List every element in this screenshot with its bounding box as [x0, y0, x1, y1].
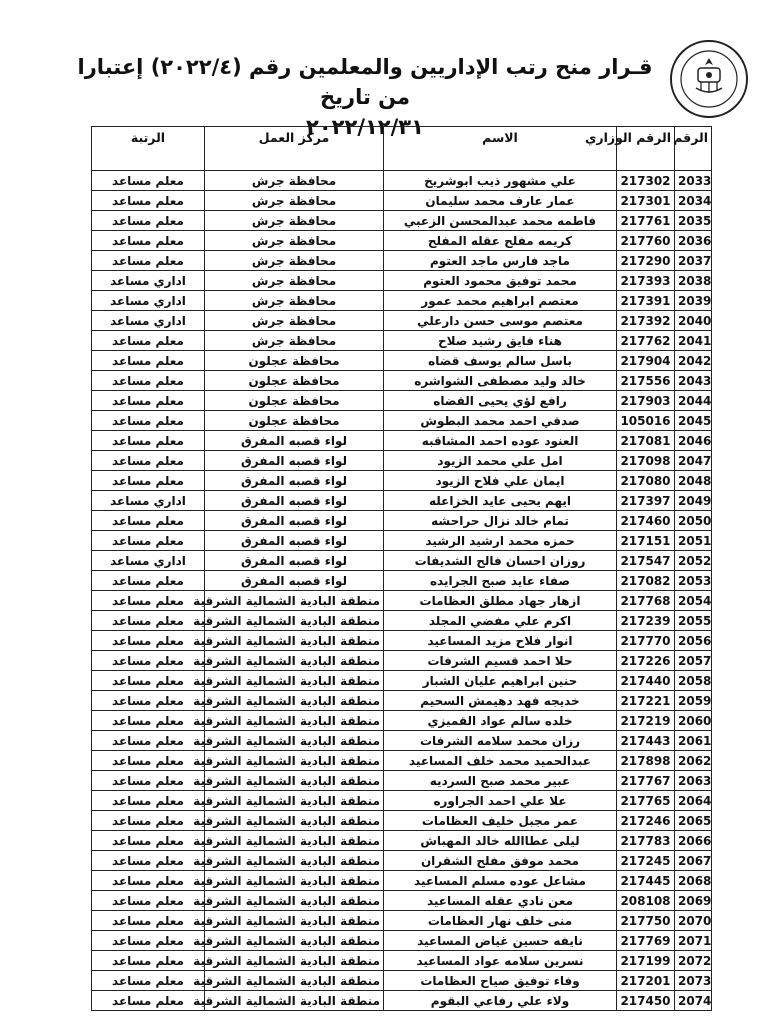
cell-work-center: محافظة جرش: [205, 331, 384, 351]
cell-ministry-no: 217246: [617, 811, 675, 831]
cell-name: انوار فلاح مزيد المساعيد: [384, 631, 617, 651]
table-row: [92, 571, 712, 591]
cell-rank: معلم مساعد: [92, 871, 205, 891]
cell-name: العنود عوده احمد المشاقبه: [384, 431, 617, 451]
cell-no: 2063: [675, 771, 712, 791]
cell-name: ليلى عطاالله خالد المهباش: [384, 831, 617, 851]
cell-work-center: لواء قصبه المفرق: [205, 531, 384, 551]
cell-name: حلا احمد قسيم الشرفات: [384, 651, 617, 671]
cell-name: محمد موفق مفلح الشقران: [384, 851, 617, 871]
cell-ministry-no: 217440: [617, 671, 675, 691]
cell-rank: معلم مساعد: [92, 751, 205, 771]
cell-work-center: منطقة البادية الشمالية الشرقية: [205, 871, 384, 891]
cell-ministry-no: 217082: [617, 571, 675, 591]
cell-no: 2041: [675, 331, 712, 351]
table-row: [92, 511, 712, 531]
cell-name: اكرم علي مفضي المجلد: [384, 611, 617, 631]
table-row: [92, 351, 712, 371]
table-row: [92, 691, 712, 711]
cell-ministry-no: 217201: [617, 971, 675, 991]
cell-rank: معلم مساعد: [92, 911, 205, 931]
cell-rank: معلم مساعد: [92, 631, 205, 651]
cell-name: فاطمه محمد عبدالمحسن الزعبي: [384, 211, 617, 231]
cell-work-center: منطقة البادية الشمالية الشرقية: [205, 591, 384, 611]
cell-rank: معلم مساعد: [92, 471, 205, 491]
cell-ministry-no: 217239: [617, 611, 675, 631]
cell-ministry-no: 217556: [617, 371, 675, 391]
table-row: [92, 191, 712, 211]
cell-ministry-no: 105016: [617, 411, 675, 431]
cell-ministry-no: 217221: [617, 691, 675, 711]
cell-work-center: لواء قصبه المفرق: [205, 551, 384, 571]
cell-no: 2067: [675, 851, 712, 871]
cell-ministry-no: 217450: [617, 991, 675, 1011]
cell-rank: معلم مساعد: [92, 611, 205, 631]
cell-no: 2068: [675, 871, 712, 891]
cell-no: 2050: [675, 511, 712, 531]
cell-ministry-no: 217445: [617, 871, 675, 891]
cell-ministry-no: 217302: [617, 171, 675, 191]
cell-ministry-no: 217081: [617, 431, 675, 451]
cell-no: 2071: [675, 931, 712, 951]
cell-rank: معلم مساعد: [92, 231, 205, 251]
cell-work-center: منطقة البادية الشمالية الشرقية: [205, 951, 384, 971]
cell-name: كريمه مفلح عقله المفلح: [384, 231, 617, 251]
cell-rank: معلم مساعد: [92, 571, 205, 591]
cell-name: مشاعل عوده مسلم المساعيد: [384, 871, 617, 891]
table-row: [92, 811, 712, 831]
cell-no: 2065: [675, 811, 712, 831]
cell-work-center: لواء قصبه المفرق: [205, 431, 384, 451]
cell-work-center: منطقة البادية الشمالية الشرقية: [205, 631, 384, 651]
cell-rank: معلم مساعد: [92, 391, 205, 411]
cell-work-center: لواء قصبه المفرق: [205, 571, 384, 591]
title-line-2-date: ٢٠٢٢/١٢/٣١: [306, 115, 424, 139]
cell-no: 2062: [675, 751, 712, 771]
cell-rank: معلم مساعد: [92, 991, 205, 1011]
header-name: الاسم: [384, 127, 617, 171]
cell-work-center: منطقة البادية الشمالية الشرقية: [205, 851, 384, 871]
cell-rank: معلم مساعد: [92, 651, 205, 671]
cell-work-center: منطقة البادية الشمالية الشرقية: [205, 751, 384, 771]
cell-name: خالد وليد مصطفى الشواشره: [384, 371, 617, 391]
cell-name: حنين ابراهيم عليان الشبار: [384, 671, 617, 691]
cell-name: صفاء عايد صبح الجرايده: [384, 571, 617, 591]
cell-no: 2036: [675, 231, 712, 251]
cell-no: 2037: [675, 251, 712, 271]
cell-name: امل علي محمد الزيود: [384, 451, 617, 471]
cell-work-center: لواء قصبه المفرق: [205, 451, 384, 471]
table-row: [92, 391, 712, 411]
cell-no: 2044: [675, 391, 712, 411]
header-no: الرقم: [675, 127, 712, 171]
cell-no: 2061: [675, 731, 712, 751]
cell-work-center: محافظة جرش: [205, 231, 384, 251]
cell-ministry-no: 217397: [617, 491, 675, 511]
table-row: [92, 991, 712, 1011]
cell-no: 2038: [675, 271, 712, 291]
table-row: [92, 771, 712, 791]
cell-rank: معلم مساعد: [92, 411, 205, 431]
cell-no: 2059: [675, 691, 712, 711]
table-row: [92, 211, 712, 231]
cell-ministry-no: 217750: [617, 911, 675, 931]
cell-rank: معلم مساعد: [92, 891, 205, 911]
table-row: [92, 851, 712, 871]
cell-rank: معلم مساعد: [92, 511, 205, 531]
cell-work-center: منطقة البادية الشمالية الشرقية: [205, 891, 384, 911]
cell-rank: اداري مساعد: [92, 491, 205, 511]
cell-work-center: محافظة عجلون: [205, 371, 384, 391]
table-header-row: [92, 127, 712, 171]
cell-work-center: منطقة البادية الشمالية الشرقية: [205, 991, 384, 1011]
table-row: [92, 291, 712, 311]
cell-no: 2043: [675, 371, 712, 391]
cell-work-center: لواء قصبه المفرق: [205, 511, 384, 531]
cell-work-center: محافظة جرش: [205, 311, 384, 331]
promotions-table: [91, 126, 712, 1011]
table-row: [92, 491, 712, 511]
cell-name: عمار عارف محمد سليمان: [384, 191, 617, 211]
cell-ministry-no: 217199: [617, 951, 675, 971]
cell-rank: اداري مساعد: [92, 311, 205, 331]
cell-name: علا علي احمد الجراوره: [384, 791, 617, 811]
cell-rank: معلم مساعد: [92, 771, 205, 791]
cell-ministry-no: 217547: [617, 551, 675, 571]
cell-ministry-no: 217245: [617, 851, 675, 871]
cell-rank: معلم مساعد: [92, 591, 205, 611]
cell-work-center: منطقة البادية الشمالية الشرقية: [205, 711, 384, 731]
cell-work-center: منطقة البادية الشمالية الشرقية: [205, 911, 384, 931]
cell-ministry-no: 217392: [617, 311, 675, 331]
cell-name: ماجد فارس ماجد العتوم: [384, 251, 617, 271]
cell-ministry-no: 217219: [617, 711, 675, 731]
cell-ministry-no: 217761: [617, 211, 675, 231]
cell-work-center: منطقة البادية الشمالية الشرقية: [205, 611, 384, 631]
table-row: [92, 651, 712, 671]
cell-no: 2073: [675, 971, 712, 991]
cell-work-center: منطقة البادية الشمالية الشرقية: [205, 691, 384, 711]
cell-work-center: منطقة البادية الشمالية الشرقية: [205, 831, 384, 851]
cell-ministry-no: 217393: [617, 271, 675, 291]
title-line-1: قـرار منح رتب الإداريين والمعلمين رقم (٢٠٢٢/٤) إعتبارا من تاريخ: [77, 55, 653, 109]
table-row: [92, 791, 712, 811]
table-row: [92, 371, 712, 391]
cell-no: 2057: [675, 651, 712, 671]
cell-rank: معلم مساعد: [92, 711, 205, 731]
table-row: [92, 631, 712, 651]
cell-name: معتصم ابراهيم محمد عمور: [384, 291, 617, 311]
cell-ministry-no: 217098: [617, 451, 675, 471]
cell-ministry-no: 217301: [617, 191, 675, 211]
cell-work-center: منطقة البادية الشمالية الشرقية: [205, 651, 384, 671]
cell-rank: معلم مساعد: [92, 331, 205, 351]
cell-work-center: محافظة عجلون: [205, 411, 384, 431]
table-row: [92, 611, 712, 631]
cell-ministry-no: 217903: [617, 391, 675, 411]
cell-rank: معلم مساعد: [92, 211, 205, 231]
table-body: [92, 171, 712, 1011]
cell-no: 2055: [675, 611, 712, 631]
cell-no: 2051: [675, 531, 712, 551]
cell-name: باسل سالم يوسف قضاه: [384, 351, 617, 371]
header-work-center: مركز العمل: [205, 127, 384, 171]
cell-name: تمام خالد نزال حراحشه: [384, 511, 617, 531]
cell-rank: معلم مساعد: [92, 971, 205, 991]
cell-rank: معلم مساعد: [92, 371, 205, 391]
cell-ministry-no: 217765: [617, 791, 675, 811]
cell-name: خلده سالم عواد القميزي: [384, 711, 617, 731]
cell-no: 2060: [675, 711, 712, 731]
table-row: [92, 451, 712, 471]
cell-rank: معلم مساعد: [92, 251, 205, 271]
cell-ministry-no: 217767: [617, 771, 675, 791]
cell-rank: معلم مساعد: [92, 691, 205, 711]
cell-no: 2053: [675, 571, 712, 591]
cell-ministry-no: 217391: [617, 291, 675, 311]
cell-work-center: محافظة جرش: [205, 191, 384, 211]
cell-ministry-no: 217290: [617, 251, 675, 271]
cell-rank: اداري مساعد: [92, 291, 205, 311]
cell-name: محمد توفيق محمود العتوم: [384, 271, 617, 291]
cell-rank: معلم مساعد: [92, 351, 205, 371]
cell-no: 2034: [675, 191, 712, 211]
cell-name: علي مشهور ذيب ابوشريخ: [384, 171, 617, 191]
cell-ministry-no: 217762: [617, 331, 675, 351]
table-row: [92, 751, 712, 771]
cell-no: 2066: [675, 831, 712, 851]
cell-no: 2035: [675, 211, 712, 231]
cell-name: وفاء توفيق صياح العظامات: [384, 971, 617, 991]
cell-rank: معلم مساعد: [92, 731, 205, 751]
cell-name: عبدالحميد محمد خلف المساعيد: [384, 751, 617, 771]
cell-no: 2056: [675, 631, 712, 651]
cell-no: 2039: [675, 291, 712, 311]
cell-name: رزان محمد سلامه الشرفات: [384, 731, 617, 751]
cell-work-center: منطقة البادية الشمالية الشرقية: [205, 971, 384, 991]
header-ministry-no: الرقم الوزاري: [617, 127, 675, 171]
cell-rank: معلم مساعد: [92, 951, 205, 971]
cell-no: 2064: [675, 791, 712, 811]
table-row: [92, 531, 712, 551]
cell-rank: معلم مساعد: [92, 931, 205, 951]
table-row: [92, 331, 712, 351]
cell-no: 2069: [675, 891, 712, 911]
cell-work-center: محافظة عجلون: [205, 391, 384, 411]
cell-no: 2049: [675, 491, 712, 511]
table-row: [92, 731, 712, 751]
cell-ministry-no: 217443: [617, 731, 675, 751]
cell-name: عبير محمد صبح السرديه: [384, 771, 617, 791]
cell-ministry-no: 217769: [617, 931, 675, 951]
cell-rank: اداري مساعد: [92, 551, 205, 571]
cell-rank: معلم مساعد: [92, 531, 205, 551]
cell-no: 2045: [675, 411, 712, 431]
table-row: [92, 311, 712, 331]
table-row: [92, 891, 712, 911]
cell-no: 2052: [675, 551, 712, 571]
cell-no: 2048: [675, 471, 712, 491]
cell-work-center: منطقة البادية الشمالية الشرقية: [205, 771, 384, 791]
cell-name: خديجه فهد دهيمش السحيم: [384, 691, 617, 711]
table-row: [92, 971, 712, 991]
cell-ministry-no: 217783: [617, 831, 675, 851]
table-row: [92, 911, 712, 931]
cell-name: ولاء علي رفاعي البقوم: [384, 991, 617, 1011]
cell-rank: معلم مساعد: [92, 671, 205, 691]
ministry-emblem-icon: [668, 38, 750, 120]
cell-ministry-no: 217460: [617, 511, 675, 531]
cell-rank: معلم مساعد: [92, 791, 205, 811]
cell-ministry-no: 217768: [617, 591, 675, 611]
cell-name: ازهار جهاد مطلق العظامات: [384, 591, 617, 611]
cell-work-center: لواء قصبه المفرق: [205, 491, 384, 511]
cell-work-center: منطقة البادية الشمالية الشرقية: [205, 731, 384, 751]
cell-rank: معلم مساعد: [92, 811, 205, 831]
cell-rank: معلم مساعد: [92, 171, 205, 191]
table-row: [92, 831, 712, 851]
table-row: [92, 411, 712, 431]
table-row: [92, 251, 712, 271]
table-row: [92, 711, 712, 731]
cell-ministry-no: 208108: [617, 891, 675, 911]
cell-work-center: منطقة البادية الشمالية الشرقية: [205, 811, 384, 831]
table-row: [92, 471, 712, 491]
table-row: [92, 231, 712, 251]
cell-no: 2047: [675, 451, 712, 471]
cell-name: نايفه حسين غياض المساعيد: [384, 931, 617, 951]
cell-work-center: منطقة البادية الشمالية الشرقية: [205, 931, 384, 951]
table-row: [92, 271, 712, 291]
cell-name: حمزه محمد ارشيد الرشيد: [384, 531, 617, 551]
cell-no: 2072: [675, 951, 712, 971]
cell-name: ايهم يحيى عايد الخزاعله: [384, 491, 617, 511]
table-row: [92, 171, 712, 191]
cell-name: معن نادي عقله المساعيد: [384, 891, 617, 911]
cell-ministry-no: 217151: [617, 531, 675, 551]
table-row: [92, 431, 712, 451]
cell-name: روزان احسان فالح الشديفات: [384, 551, 617, 571]
cell-ministry-no: 217904: [617, 351, 675, 371]
table-row: [92, 951, 712, 971]
cell-work-center: محافظة جرش: [205, 291, 384, 311]
cell-rank: معلم مساعد: [92, 451, 205, 471]
cell-work-center: منطقة البادية الشمالية الشرقية: [205, 791, 384, 811]
cell-rank: معلم مساعد: [92, 851, 205, 871]
cell-work-center: لواء قصبه المفرق: [205, 471, 384, 491]
table-row: [92, 591, 712, 611]
cell-name: منى خلف نهار العظامات: [384, 911, 617, 931]
cell-rank: معلم مساعد: [92, 431, 205, 451]
cell-rank: معلم مساعد: [92, 191, 205, 211]
table-row: [92, 931, 712, 951]
cell-ministry-no: 217226: [617, 651, 675, 671]
cell-work-center: محافظة جرش: [205, 211, 384, 231]
cell-name: عمر مجبل خليف العظامات: [384, 811, 617, 831]
cell-name: معتصم موسى حسن دارعلي: [384, 311, 617, 331]
table-row: [92, 671, 712, 691]
cell-ministry-no: 217760: [617, 231, 675, 251]
cell-work-center: منطقة البادية الشمالية الشرقية: [205, 671, 384, 691]
cell-no: 2074: [675, 991, 712, 1011]
cell-rank: اداري مساعد: [92, 271, 205, 291]
cell-work-center: محافظة جرش: [205, 171, 384, 191]
cell-no: 2070: [675, 911, 712, 931]
cell-work-center: محافظة عجلون: [205, 351, 384, 371]
header-rank: الرتبة: [92, 127, 205, 171]
table-row: [92, 871, 712, 891]
cell-work-center: محافظة جرش: [205, 251, 384, 271]
cell-name: رافع لؤي يحيى القضاه: [384, 391, 617, 411]
table-row: [92, 551, 712, 571]
cell-no: 2054: [675, 591, 712, 611]
cell-name: صدقي احمد محمد البطوش: [384, 411, 617, 431]
cell-no: 2058: [675, 671, 712, 691]
cell-ministry-no: 217770: [617, 631, 675, 651]
cell-work-center: محافظة جرش: [205, 271, 384, 291]
cell-ministry-no: 217080: [617, 471, 675, 491]
cell-name: هناء فايق رشيد صلاح: [384, 331, 617, 351]
cell-no: 2033: [675, 171, 712, 191]
cell-rank: معلم مساعد: [92, 831, 205, 851]
cell-ministry-no: 217898: [617, 751, 675, 771]
cell-no: 2042: [675, 351, 712, 371]
cell-name: ايمان علي فلاح الزيود: [384, 471, 617, 491]
cell-no: 2040: [675, 311, 712, 331]
cell-name: نسرين سلامه عواد المساعيد: [384, 951, 617, 971]
cell-no: 2046: [675, 431, 712, 451]
